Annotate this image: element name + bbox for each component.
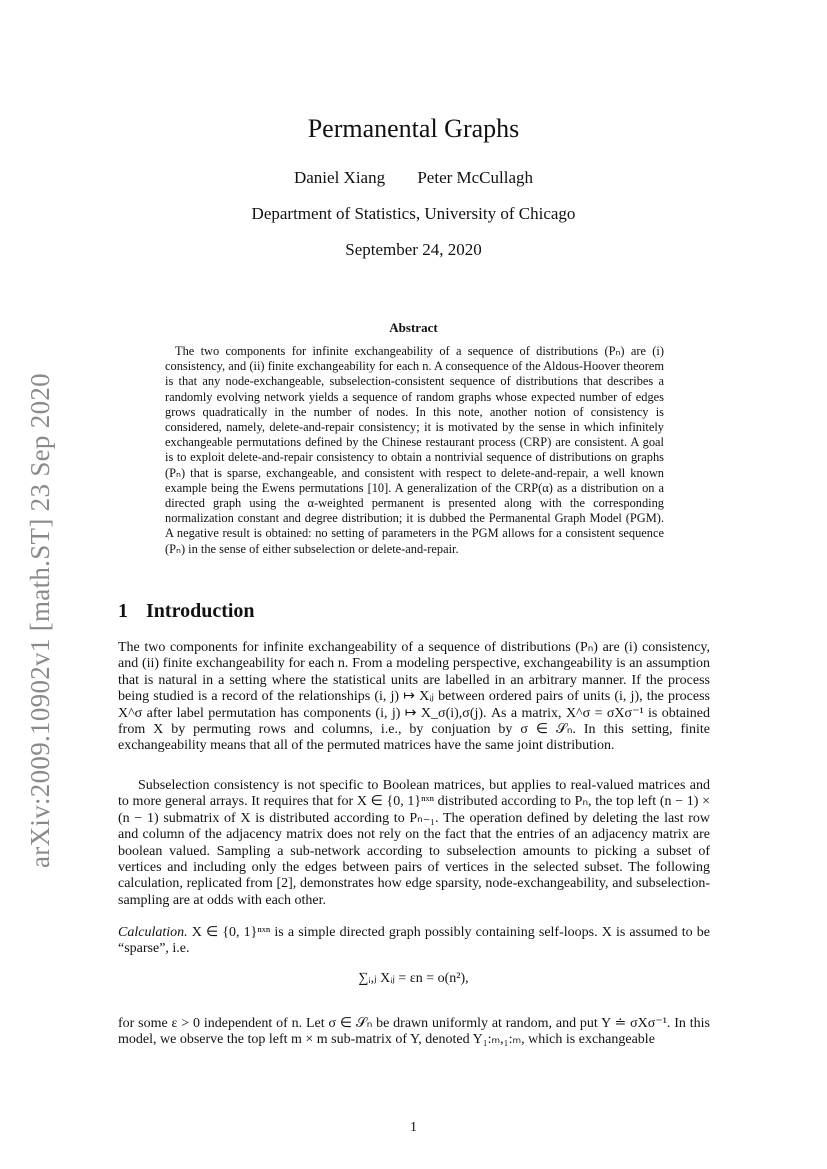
paragraph: for some ε > 0 independent of n. Let σ ∈ 𝒮ₙ be drawn uniformly at random, and put Y ≐ σXσ⁻¹. In this model, we observe the top left m × m sub-matrix of Y, denoted Y₁:ₘ,₁:ₘ, which is exchangeable [118, 1016, 710, 1048]
paragraph [118, 925, 710, 958]
publication-date: September 24, 2020 [345, 240, 482, 259]
abstract-heading: Abstract [389, 320, 438, 335]
page-number: 1 [410, 1120, 417, 1135]
section-number: 1 [118, 600, 128, 622]
section-title: Introduction [146, 600, 255, 622]
affiliation: Department of Statistics, University of Chicago [251, 204, 576, 223]
author-name: Peter McCullagh [417, 168, 534, 187]
section-heading [118, 600, 255, 623]
paragraph: The two components for infinite exchangeability of a sequence of distributions (Pₙ) are (i) consistency, and (ii) finite exchangeability for each n. From a modeling perspective, exchangeability is an assumption that is natural in a setting where the statistical units are labelled in an arbitrary manner. If the process being studied is a record of the relationships (i, j) ↦ Xᵢⱼ between ordered pairs of units (i, j), the process X^σ after label permutation has components (i, j) ↦ X_σ(i),σ(j). As a matrix, X^σ = σXσ⁻¹ is obtained from X by permuting rows and columns, i.e., by conjuation by σ ∈ 𝒮ₙ. In this setting, finite exchangeability means that all of the permuted matrices have the same joint distribution. [118, 640, 710, 754]
abstract-text: The two components for infinite exchangeability of a sequence of distributions (Pₙ) are (i) consistency, and (ii) finite exchangeability for each n. A consequence of the Aldous-Hoover theorem is that any node-exchangeable, subselection-consistent sequence of distributions that describes a randomly evolving network yields a sequence of random graphs whose expected number of edges grows quadratically in the number of nodes. In this note, another notion of consistency is considered, namely, delete-and-repair consistency; it is motivated by the sense in which infinitely exchangeable permutations defined by the Chinese restaurant process (CRP) are consistent. A goal is to exploit delete-and-repair consistency to obtain a nontrivial sequence of distributions on graphs (Pₙ) that is sparse, exchangeable, and consistent with respect to delete-and-repair, a well known example being the Ewens permutations [10]. A generalization of the CRP(α) as a distribution on a directed graph using the α-weighted permanent is presented along with the corresponding normalization constant and degree distribution; it is dubbed the Permanental Graph Model (PGM). A negative result is obtained: no setting of parameters in the PGM allows for a consistent sequence (Pₙ) in the sense of either subselection or delete-and-repair. [165, 344, 664, 556]
paragraph-text: X ∈ {0, 1}ⁿˣⁿ is a simple directed graph possibly containing self-loops. X is assumed to be “sparse”, i.e. [118, 925, 710, 957]
paper-title: Permanental Graphs [307, 114, 520, 143]
author-list [0, 168, 827, 188]
arxiv-identifier: arXiv:2009.10902v1 [math.ST] 23 Sep 2020 [24, 372, 55, 868]
run-in-label: Calculation. [118, 925, 188, 940]
author-name: Daniel Xiang [293, 168, 386, 187]
display-equation: ∑ᵢ,ⱼ Xᵢⱼ = εn = o(n²), [358, 971, 469, 986]
arxiv-side-stamp [10, 350, 70, 890]
paragraph: Subselection consistency is not specific to Boolean matrices, but applies to real-valued matrices and to more general arrays. It requires that for X ∈ {0, 1}ⁿˣⁿ distributed according to Pₙ, the top left (n − 1) × (n − 1) submatrix of X is distributed according to Pₙ₋₁. The operation defined by deleting the last row and column of the adjacency matrix does not rely on the fact that the entries of an adjacency matrix are boolean valued. Sampling a sub-network according to subselection amounts to picking a subset of vertices and including only the edges between pairs of vertices in the selected subset. The following calculation, replicated from [2], demonstrates how edge sparsity, node-exchangeability, and subselection-sampling are at odds with each other. [118, 778, 710, 908]
